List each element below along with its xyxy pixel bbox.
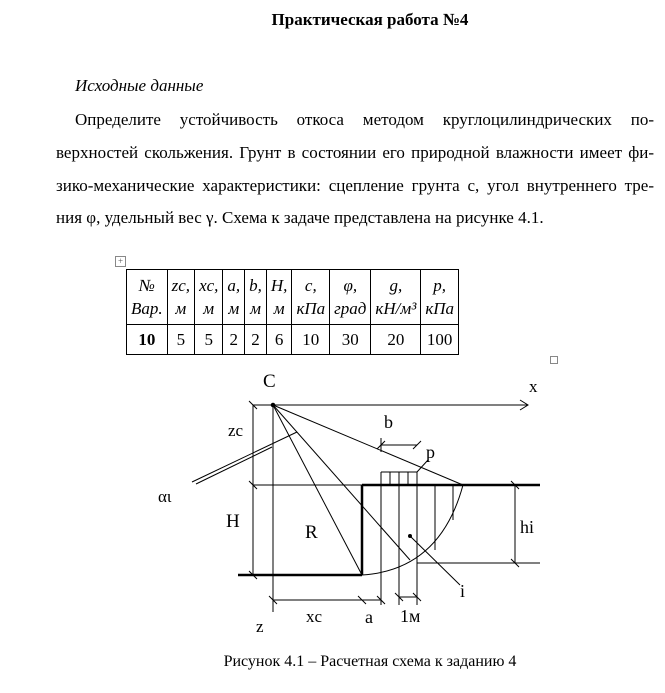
header-text: кН/м³ [375, 299, 417, 318]
label-p: p [426, 442, 435, 462]
table-cell: 10 [292, 325, 330, 355]
label-b: b [384, 412, 393, 432]
header-text: м [228, 299, 240, 318]
table-cell: 20 [371, 325, 421, 355]
table-cell: 5 [195, 325, 223, 355]
paragraph-line: верхностей скольжения. Грунт в состоянии его природной влажности имеет фи- [56, 143, 654, 162]
header-text: м [273, 299, 285, 318]
label-a: a [365, 607, 373, 627]
header-text: град [334, 299, 367, 318]
header-text: кПа [425, 299, 455, 318]
label-z: z [256, 617, 264, 636]
slip-arc [362, 485, 463, 575]
label-x: x [529, 377, 538, 396]
header-text: zc, [171, 276, 191, 295]
figure-caption: Рисунок 4.1 – Расчетная схема к заданию 4 [223, 653, 517, 670]
label-r: R [305, 522, 318, 543]
header-text: xc, [199, 276, 219, 295]
page-title: Практическая работа №4 [271, 10, 469, 29]
header-text: м [175, 299, 187, 318]
label-alpha: αι [158, 487, 172, 506]
header-text: м [203, 299, 215, 318]
label-zc: zc [228, 421, 244, 440]
header-text: № [138, 276, 155, 295]
label-c: C [263, 371, 276, 392]
header-text: b, [249, 276, 262, 295]
label-h: H [226, 511, 240, 532]
paragraph-line: ния φ, удельный вес γ. Схема к задаче представлена на рисунке 4.1. [56, 208, 544, 227]
label-i: i [460, 581, 466, 601]
header-text: кПа [296, 299, 326, 318]
table-cell: 6 [266, 325, 292, 355]
table-cell: 2 [223, 325, 245, 355]
header-text: H, [270, 276, 288, 295]
table-cell: 30 [330, 325, 371, 355]
header-text: a, [227, 276, 241, 295]
header-text: φ, [343, 276, 358, 295]
paragraph-line: Определите устойчивость откоса методом круглоцилиндрических по- [75, 110, 654, 129]
label-1m: 1м [400, 606, 421, 626]
section-subtitle: Исходные данные [75, 76, 204, 95]
table-cell: 2 [245, 325, 267, 355]
header-text: g, [389, 276, 403, 295]
table-cell: 5 [167, 325, 194, 355]
header-text: м [250, 299, 261, 318]
header-text: c, [304, 276, 317, 295]
header-text: Вар. [131, 299, 163, 318]
table-cell: 10 [127, 325, 168, 355]
table-move-handle-icon[interactable]: + [115, 256, 126, 267]
paragraph-line: зико-механические характеристики: сцепление грунта c, угол внутреннего тре- [56, 176, 654, 195]
header-text: p, [433, 276, 447, 295]
table-cell: 100 [421, 325, 459, 355]
alpha-leader [192, 432, 297, 482]
label-xc: xc [306, 607, 323, 626]
label-hi: hi [520, 517, 535, 537]
